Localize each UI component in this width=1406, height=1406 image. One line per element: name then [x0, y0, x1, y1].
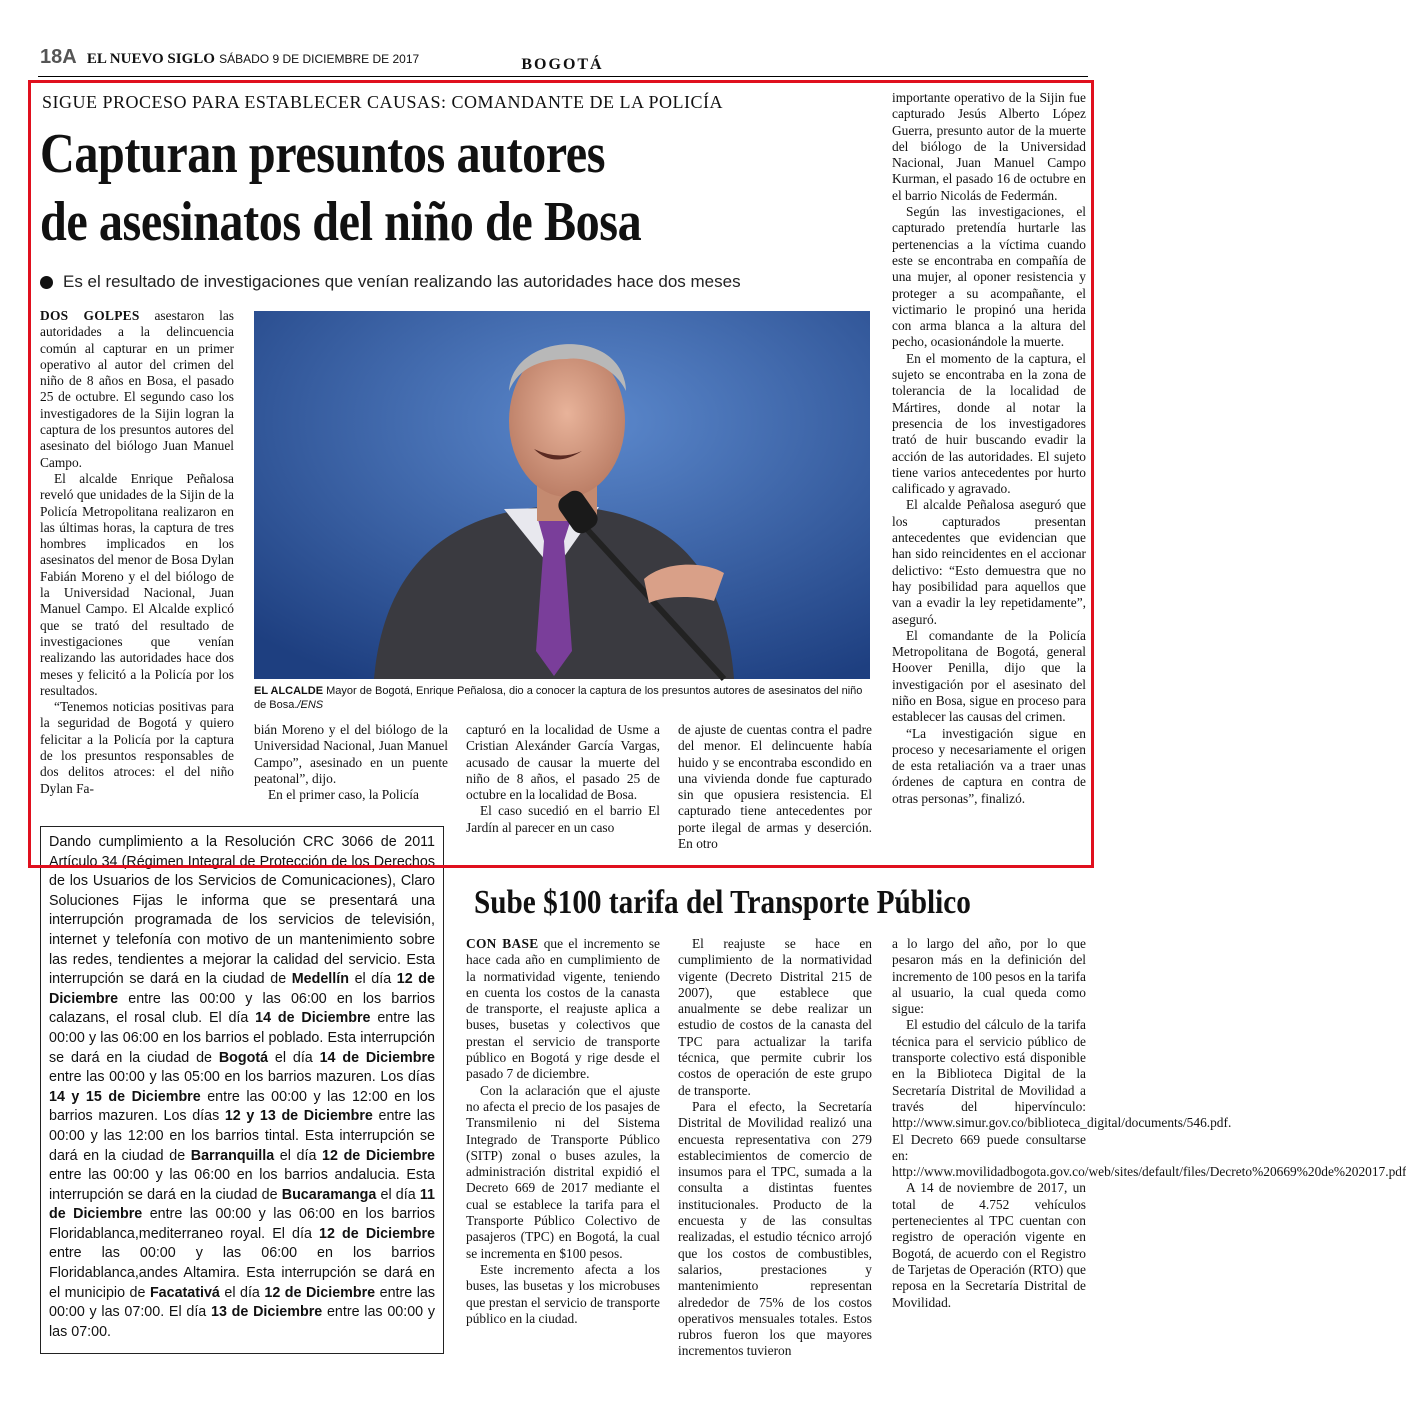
notice-bold: Medellín: [291, 971, 349, 988]
paragraph: Con la aclaración que el ajuste no afecta el precio de los pasajes de Transmilenio ni del Sistema Integrado de Transporte Público (SITP) zonal o buses azules, la administración distrital expidió el Decreto 669 de 2017 mediante el cual se establece la tarifa para el Transporte Público Colectivo de pasajeros (TPC) en Bogotá, la cual se incrementa en $100 pesos.: [466, 1082, 660, 1261]
page-number: 18A: [40, 46, 77, 68]
paragraph: Según las investigaciones, el capturado pretendía hurtarle las pertenencias a la víctima cuando este se encontraba en compañía de una mujer, al oponer resistencia y proteger a su acompañante, el victimario le propinó una herida con arma blanca a la altura del pecho, ocasionándole la muerte.: [892, 204, 1086, 350]
paragraph: capturó en la localidad de Usme a Cristian Alexánder García Vargas, acusado de causar la muerte del niño de 8 años, el pasado 25 de octubre en la localidad de Bosa.: [466, 722, 660, 803]
notice-text: entre las 00:00 y las 06:00 en los barrios andalucia. Esta interrupción se dará en la ciudad de: [49, 1167, 435, 1203]
notice-text: el día: [376, 1186, 420, 1203]
notice-text: entre las 00:00 y las 06:00 en los barrios Floridablanca,andes Altamira. Esta interrupción se dará en el municipio de: [49, 1245, 435, 1301]
paragraph: que el incremento se hace cada año en cumplimiento de la normatividad vigente, teniendo en cuenta los costos de la canasta de transporte, el reajuste aplica a buses, busetas y colectivos que prestan el servicio de transporte público en Bogotá y rige desde el pasado 7 de diciembre.: [466, 936, 660, 1082]
notice-bold: Facatativá: [149, 1284, 220, 1301]
notice-bold: 12 de Diciembre: [49, 971, 435, 1007]
notice-bold: 11 de Diciembre: [49, 1186, 435, 1223]
notice-text: entre las 00:00 y las 06:00 en los barrios Floridablanca,mediterraneo royal. El día: [49, 1206, 435, 1242]
paragraph: El reajuste se hace en cumplimiento de la normatividad vigente (Decreto Distrital 215 de 2007), que establece que anualmente se debe realizar un estudio de costos de la canasta del TPC para actualizar la tarifa técnica, que permite cubrir los costos de operación de este grupo de transporte.: [678, 936, 872, 1098]
paragraph: “La investigación sigue en proceso y necesariamente el origen de esta retaliación va a traer unas órdenes de captura en contra de otras personas”, finalizó.: [892, 725, 1086, 806]
paragraph: En el primer caso, la Policía: [268, 787, 419, 803]
notice-bold: 12 de Diciembre: [264, 1284, 376, 1301]
notice-text: el día: [274, 1147, 323, 1164]
publication-name: EL NUEVO SIGLO: [86, 51, 215, 67]
notice-text: entre las 00:00 y las 06:00 en los barrios calazans, el rosal club. El día: [49, 990, 435, 1027]
article2-column-3: [892, 936, 1406, 1311]
headline-line-2: de asesinatos del niño de Bosa: [40, 191, 642, 253]
notice-bold: 12 de Diciembre: [322, 1147, 435, 1164]
notice-text: entre las 00:00 y las 07:00.: [49, 1304, 435, 1340]
publication-date: SÁBADO 9 DE DICIEMBRE DE 2017: [219, 52, 420, 66]
notice-text: entre las 00:00 y las 06:00 en los barrios el poblado. Esta interrupción se dará en la ciudad de: [49, 1010, 435, 1066]
notice-bold: Barranquilla: [190, 1147, 275, 1164]
notice-bold: 14 de Diciembre: [255, 1010, 371, 1027]
subhead-text: Es el resultado de investigaciones que venían realizando las autoridades hace dos meses: [63, 272, 741, 291]
notice-text: Dando cumplimiento a la Resolución CRC 3066 de 2011 Artículo 34 (Régimen Integral de Protección de los Derechos de los Usuarios de los Servicios de Comunicaciones), Claro Soluciones Fijas le informa que se presentará una interrupción programada de los servicios de televisión, internet y telefonía con motivo de un mantenimiento sobre las redes, tendientes a mejorar la calidad del servicio. Esta interrupción se dará en la ciudad de: [49, 834, 435, 988]
paragraph: a lo largo del año, por lo que pesaron más en la definición del incremento de 100 pesos en la tarifa al usuario, la cual queda como sigue:: [892, 936, 1086, 1017]
section-title: BOGOTÁ: [521, 56, 604, 73]
notice-bold: 12 de Diciembre: [319, 1225, 435, 1242]
notice-bold: Bogotá: [218, 1049, 269, 1066]
notice-bold: 12 y 13 de Diciembre: [224, 1108, 373, 1125]
notice-text: el día: [219, 1284, 265, 1301]
caption-label: EL ALCALDE: [254, 685, 324, 697]
article2-headline: Sube $100 tarifa del Transporte Público: [474, 884, 971, 921]
paragraph: El comandante de la Policía Metropolitana de Bogotá, general Hoover Penilla, dijo que la investigación por el asesinato del niño en Bosa, sigue en proceso para establecer las causas del crimen.: [892, 627, 1086, 725]
caption-credit: /ENS: [297, 699, 324, 711]
paragraph: A 14 de noviembre de 2017, un total de 4.752 vehículos pertenecientes al TPC cuentan con registro de operación vigente en Bogotá, de acuerdo con el Registro de Tarjetas de Operación (RTO) que reposa en la Secretaría Distrital de Movilidad.: [892, 1180, 1086, 1310]
notice-bold: 13 de Diciembre: [211, 1304, 323, 1321]
caption-text: Mayor de Bogotá, Enrique Peñalosa, dio a conocer la captura de los presuntos autores de asesinatos del niño de Bosa.: [254, 685, 863, 711]
paragraph: “Tenemos noticias positivas para la seguridad de Bogotá y quiero felicitar a la Policía por la captura de los presuntos responsables de dos delitos atroces: el del niño Dylan Fa-: [40, 699, 234, 796]
notice-bold: Bucaramanga: [281, 1186, 377, 1203]
notice-text: entre las 00:00 y las 12:00 en los barrios tintal. Esta interrupción se dará en la ciudad de: [49, 1108, 435, 1164]
paragraph: Para el efecto, la Secretaría Distrital de Movilidad realizó una encuesta representativa con 279 establecimientos de comercio de insumos para el TPC, sumada a la consulta a distintas fuentes institucionales. Producto de la encuesta y de las consultas realizadas, el estudio técnico arrojó que los costos de combustibles, salarios, prestaciones y mantenimiento representan alrededor de 75% de los costos operativos mensuales totales. Estos rubros fueron los que mayores incrementos tuvieron: [678, 1098, 872, 1359]
notice-text: entre las 00:00 y las 12:00 en los barrios mazuren. Los días: [49, 1088, 435, 1125]
notice-text: entre las 00:00 y las 07:00. El día: [49, 1284, 435, 1321]
notice-bold: 14 de Diciembre: [319, 1049, 435, 1066]
service-interruption-notice: [40, 826, 444, 1354]
paragraph: importante operativo de la Sijin fue capturado Jesús Alberto López Guerra, presunto autor de la muerte del biólogo de la Universidad Nacional, Juan Manuel Campo Kurman, el pasado 16 de octubre en el barrio Nicolás de Federmán.: [892, 90, 1086, 203]
article2-column-2: [678, 936, 872, 1360]
notice-text: el día: [348, 971, 397, 988]
paragraph: Este incremento afecta a los buses, las busetas y los microbuses que prestan el servicio de transporte público en la ciudad.: [466, 1261, 660, 1326]
paragraph: El alcalde Enrique Peñalosa reveló que unidades de la Sijin de la Policía Metropolitana realizaron en las últimas horas, la captura de tres hombres implicados en los asesinatos del menor de Bosa Dylan Fabián Moreno y el del biólogo de la Universidad Nacional, Juan Manuel Campo. El Alcalde explicó que se trató del resultado de investigaciones que venían realizando las autoridades hace dos meses y felicitó a la Policía por los resultados.: [40, 470, 234, 698]
article2-column-1: [466, 936, 660, 1327]
article-kicker: SIGUE PROCESO PARA ESTABLECER CAUSAS: COMANDANTE DE LA POLICÍA: [42, 92, 723, 112]
notice-text: entre las 00:00 y las 05:00 en los barrios mazuren. Los días: [49, 1069, 435, 1086]
paragraph: El caso sucedió en el barrio El Jardín al parecer en un caso: [466, 803, 660, 835]
paragraph: bián Moreno y el del biólogo de la Universidad Nacional, Juan Manuel Campo”, asesinado en un puente peatonal”, dijo.: [254, 722, 448, 786]
headline-line-1: Capturan presuntos autores: [40, 123, 606, 185]
paragraph: En el momento de la captura, el sujeto se encontraba en la zona de tolerancia de la localidad de Mártires, donde al notar la presencia de los investigadores trató de huir buscando evadir la acción de las autoridades. El sujeto tiene varios antecedentes por hurto calificado y agravado.: [892, 350, 1086, 497]
paragraph: El estudio del cálculo de la tarifa técnica para el servicio público de transporte colectivo está disponible en la Biblioteca Digital de la Secretaría Distrital de Movilidad a través del hipervínculo: http://www.simur.gov.co/biblioteca_digital/documents/546.pdf. El Decreto 669 puede consultarse en: http://www.movilidadbogota.gov.co/web/sites/default/files/Decreto%20669%20de%202017.pdf: [892, 1017, 1406, 1180]
paragraph: asestaron las autoridades a la delincuencia común al capturar en un primer operativo al autor del crimen del niño de 8 años en Bosa, el pasado 25 de octubre. El segundo caso los investigadores de la Sijin logran la captura de los presuntos autores del asesinato del biólogo Juan Manuel Campo.: [40, 308, 234, 470]
notice-bold: 14 y 15 de Diciembre: [49, 1088, 201, 1105]
paragraph: El alcalde Peñalosa aseguró que los capturados presentan antecedentes que evidencian que han sido reincidentes en el accionar delictivo: “Esto demuestra que no hay posibilidad para aquellos que van a evadir la ley repetidamente”, aseguró.: [892, 497, 1086, 627]
paragraph: de ajuste de cuentas contra el padre del menor. El delincuente había huido y se encontraba escondido en una vivienda donde fue capturado sin que opusiera resistencia. El capturado tiene antecedentes por porte ilegal de armas y deserción. En otro: [678, 722, 872, 852]
lead-word: CON BASE: [466, 936, 539, 951]
notice-text: el día: [268, 1049, 320, 1066]
lead-word: DOS GOLPES: [40, 308, 140, 323]
header-rule: [38, 76, 1088, 77]
highlight-box: [28, 80, 1094, 868]
